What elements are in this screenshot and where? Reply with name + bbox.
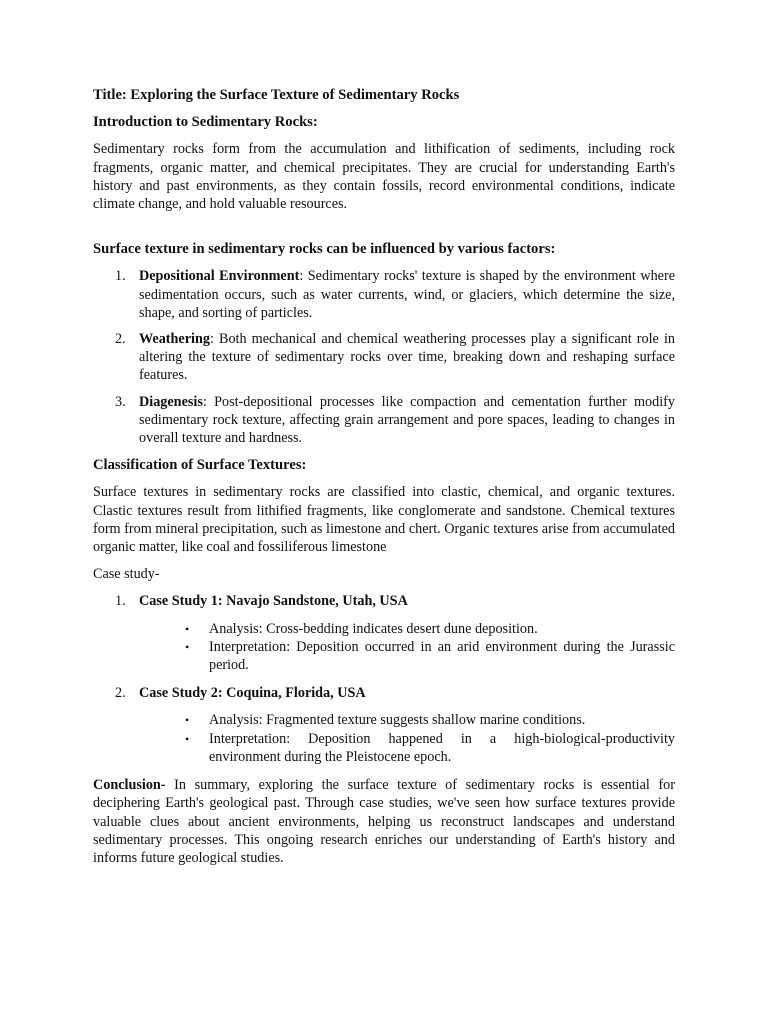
factors-list [93,267,675,447]
bullet-icon: • [185,713,190,728]
factor-text: : Sedimentary rocks' texture is shaped by the environment where sedimentation occurs, such as water currents, wind, or glaciers, which determine the size, shape, and sorting of particles. [139,268,675,321]
factor-text: : Both mechanical and chemical weathering processes play a significant role in altering the texture of sedimentary rocks over time, breaking down and reshaping surface features. [139,331,675,384]
factor-term: Diagenesis [139,393,203,410]
classification-heading: Classification of Surface Textures: [93,457,307,474]
list-item [93,730,675,766]
factors-heading: Surface texture in sedimentary rocks can be influenced by various factors: [93,241,556,258]
document-title: Title: Exploring the Surface Texture of Sedimentary Rocks [93,87,460,103]
case-analysis: Analysis: Fragmented texture suggests shallow marine conditions. [209,712,586,729]
case-interpretation: Interpretation: Deposition occurred in an arid environment during the Jurassic period. [209,638,675,674]
case-number: 1. [115,593,126,610]
document-page [93,86,675,876]
list-item [93,638,675,674]
case-study-1-title [93,592,675,610]
bullet-icon: • [185,621,190,636]
factor-term: Weathering [139,331,210,348]
bullet-icon: • [185,731,190,746]
conclusion-text: In summary, exploring the surface texture of sedimentary rocks is essential for deciphering Earth's geological past. Through case studies, we've seen how surface textures provide valuable clues about ancient environments, helping us reconstruct landscapes and understand sedimentary processes. This ongoing research enriches our understanding of Earth's history and informs future geological studies. [93,777,675,866]
list-item [93,711,675,729]
conclusion-paragraph [93,776,675,867]
blank-line [93,222,675,240]
case-number: 2. [115,685,126,702]
intro-paragraph: Sedimentary rocks form from the accumulation and lithification of sediments, including rock fragments, organic matter, and chemical precipitates. They are crucial for understanding Earth's history and past environments, as they contain fossils, record environmental conditions, indicate climate change, and hold valuable resources. [93,141,675,213]
factor-item-weathering [93,330,675,385]
case-study-label: Case study- [93,566,160,583]
case-title: Case Study 1: Navajo Sandstone, Utah, USA [139,593,408,610]
list-item [93,620,675,638]
factor-item-depositional [93,267,675,322]
case-interpretation: Interpretation: Deposition happened in a high-biological-productivity environment during the Pleistocene epoch. [209,730,675,765]
case-study-2-bullets [93,711,675,766]
case-study-1-bullets [93,620,675,675]
factor-number: 3. [115,393,126,410]
intro-heading: Introduction to Sedimentary Rocks: [93,114,318,131]
factor-term: Depositional Environment [139,268,300,285]
case-title: Case Study 2: Coquina, Florida, USA [139,685,366,702]
bullet-icon: • [185,639,190,654]
case-analysis: Analysis: Cross-bedding indicates desert dune deposition. [209,620,538,637]
factor-text: : Post-depositional processes like compaction and cementation further modify sedimentary rock texture, affecting grain arrangement and pore spaces, leading to changes in overall texture and hardness. [139,393,675,447]
classification-paragraph: Surface textures in sedimentary rocks are classified into clastic, chemical, and organic textures. Clastic textures result from lithified fragments, like conglomerate and sandstone. Chemical textures form from mineral precipitation, such as limestone and chert. Organic textures arise from accumulated organic matter, like coal and fossiliferous limestone [93,484,675,556]
case-study-2-title [93,684,675,702]
factor-number: 1. [115,268,126,285]
conclusion-heading: Conclusion- [93,777,166,794]
factor-item-diagenesis [93,393,675,448]
factor-number: 2. [115,331,126,348]
